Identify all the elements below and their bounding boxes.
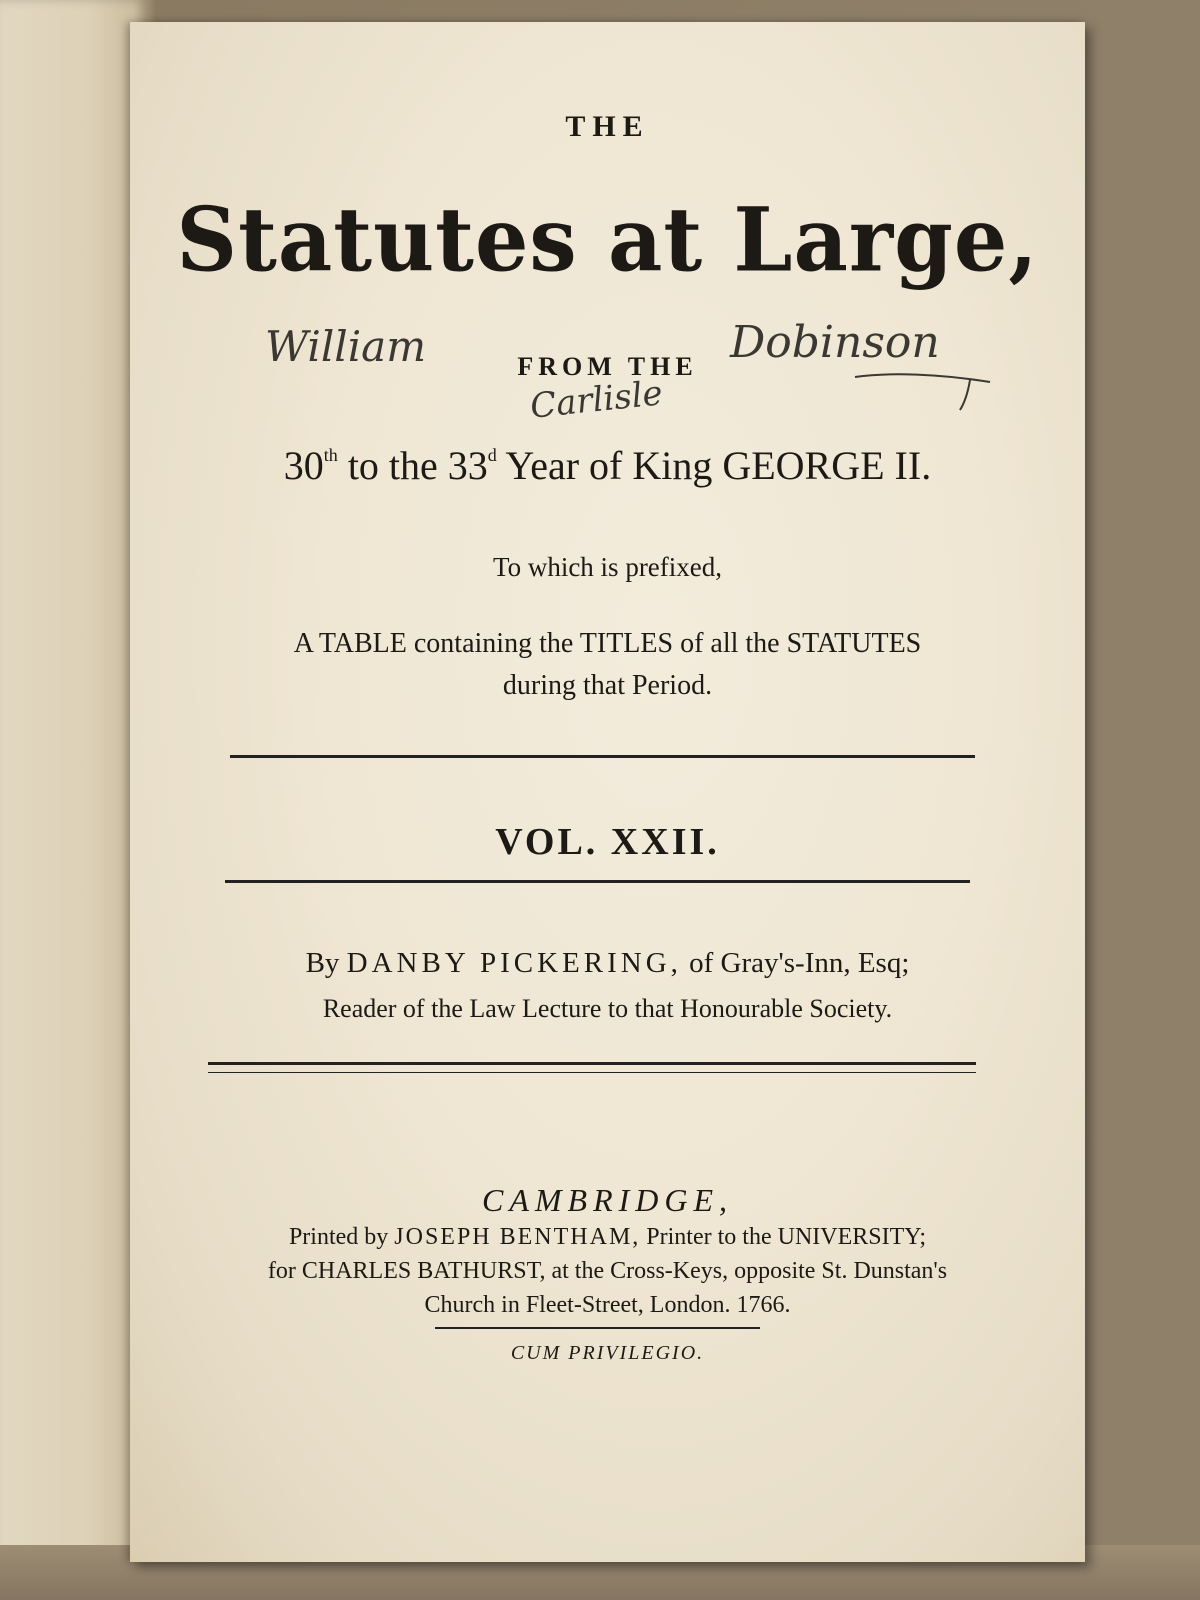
year-start-suffix: th [323,445,338,465]
printer-name: JOSEPH BENTHAM, [394,1224,641,1250]
year-end-suffix: d [487,445,497,465]
signature-flourish [850,362,1000,412]
period-line: during that Period. [502,670,713,701]
rule-upper [230,755,975,758]
inscription-surname: Dobinson [730,317,940,368]
inscription-first-name: William [265,322,427,371]
printed-by: Printed by [288,1224,389,1250]
imprint-city: CAMBRIDGE, [481,1182,734,1218]
rule-double-top [208,1062,976,1065]
heading-the: THE [565,110,650,143]
left-page-edge [0,0,148,1600]
author-by: By [305,947,340,979]
year-start: 30 [283,443,324,488]
rule-imprint [435,1327,760,1329]
author-affiliation: of Gray's-Inn, Esq; [689,947,910,979]
volume-number: VOL. XXII. [495,821,720,863]
address-line: Church in Fleet-Street, London. 1766. [424,1292,791,1318]
privilege-line: CUM PRIVILEGIO. [510,1342,705,1364]
years-king: Year of King GEORGE II. [505,443,932,488]
prefixed-line: To which is prefixed, [492,552,723,582]
title-page [130,22,1085,1562]
author-name: DANBY PICKERING, [346,947,682,979]
main-title: Statutes at Large, [176,187,1039,292]
rule-middle [225,880,970,883]
table-line: A TABLE containing the TITLES of all the STATUTES [293,628,922,659]
from-the-line: FROM THE [517,352,698,381]
publisher-line: for CHARLES BATHURST, at the Cross-Keys, opposite St. Dunstan's [267,1258,948,1284]
inscription-place: Carlisle [528,373,665,427]
rule-double-bottom [208,1072,976,1073]
years-connector: to the [347,443,438,488]
author-line [130,947,1085,980]
reader-line: Reader of the Law Lecture to that Honourable Society. [322,994,893,1023]
years-line [130,442,1085,489]
year-end: 33 [447,443,488,488]
printer-line [130,1224,1085,1251]
printer-title: Printer to the UNIVERSITY; [646,1224,927,1250]
